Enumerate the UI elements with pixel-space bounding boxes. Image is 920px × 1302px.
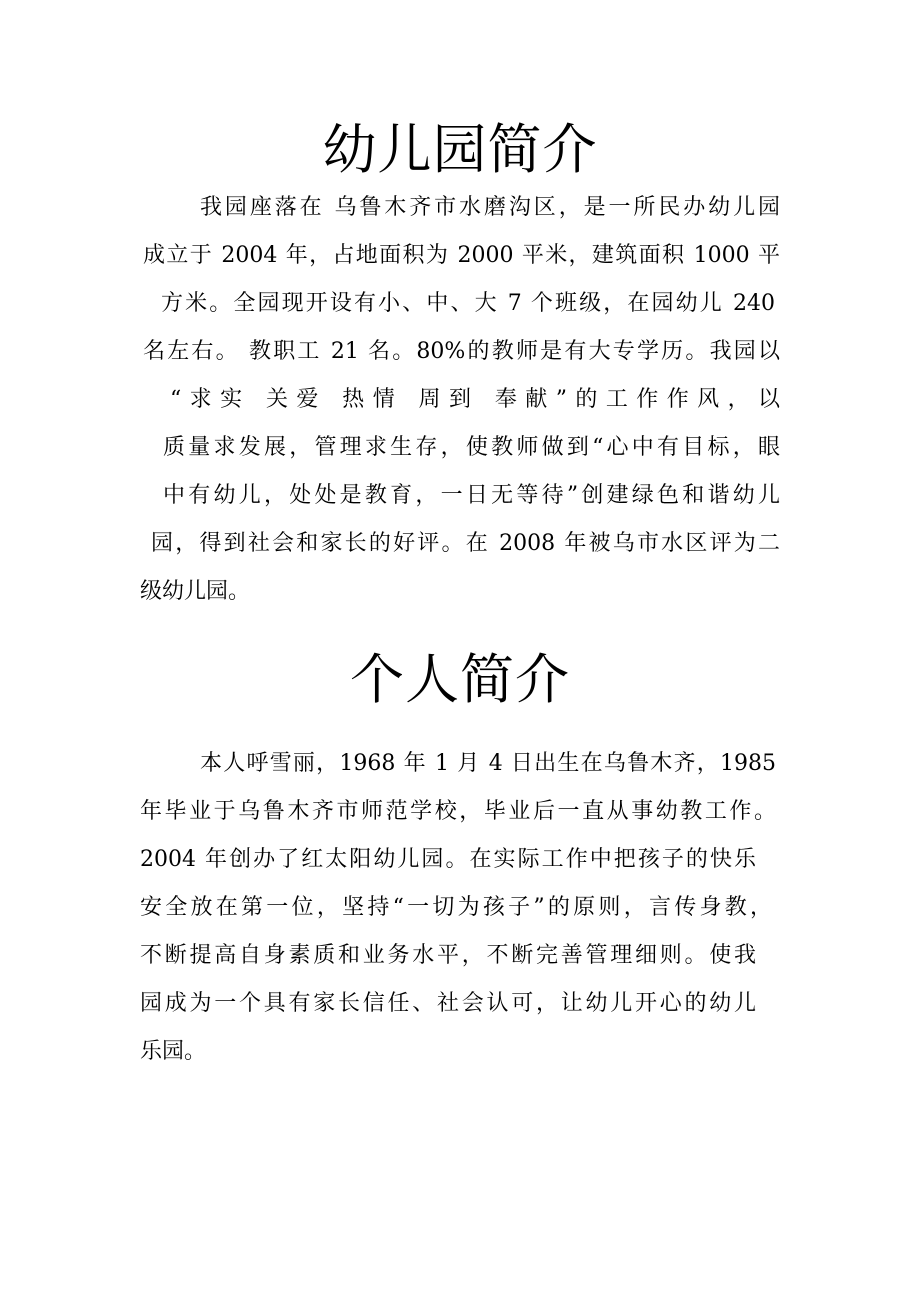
personal-title: 个人简介: [350, 648, 570, 711]
paragraph-line: 成立于 2004 年，占地面积为 2000 平米，建筑面积 1000 平: [143, 243, 780, 268]
paragraph-line: 乐园。: [140, 1039, 207, 1064]
paragraph-line: 方米。全园现开设有小、中、大 7 个班级，在园幼儿 240: [161, 291, 775, 316]
paragraph-line: 中有幼儿，处处是教育，一日无等待”创建绿色和谐幼儿: [163, 483, 780, 508]
paragraph-line: 2004 年创办了红太阳幼儿园。在实际工作中把孩子的快乐: [140, 847, 756, 872]
paragraph-line: 本人呼雪丽，1968 年 1 月 4 日出生在乌鲁木齐，1985: [200, 751, 776, 776]
paragraph-line: 年毕业于乌鲁木齐市师范学校，毕业后一直从事幼教工作。: [140, 799, 776, 824]
paragraph-line: 我园座落在 乌鲁木齐市水磨沟区，是一所民办幼儿园: [200, 195, 780, 220]
paragraph-line: 质量求发展，管理求生存，使教师做到“心中有目标，眼: [163, 435, 780, 460]
paragraph-line: “求实 关爱 热情 周到 奉献”的工作作风，以: [170, 387, 780, 412]
paragraph-line: 级幼儿园。: [140, 579, 251, 604]
paragraph-line: 名左右。 教职工 21 名。80%的教师是有大专学历。我园以: [143, 339, 780, 364]
paragraph-line: 不断提高自身素质和业务水平，不断完善管理细则。使我: [140, 943, 756, 968]
paragraph-line: 园成为一个具有家长信任、社会认可，让幼儿开心的幼儿: [140, 991, 756, 1016]
kindergarten-title: 幼儿园简介: [322, 118, 598, 181]
paragraph-line: 园，得到社会和家长的好评。在 2008 年被乌市水区评为二: [151, 531, 780, 556]
paragraph-line: 安全放在第一位，坚持“一切为孩子”的原则，言传身教，: [140, 895, 772, 920]
